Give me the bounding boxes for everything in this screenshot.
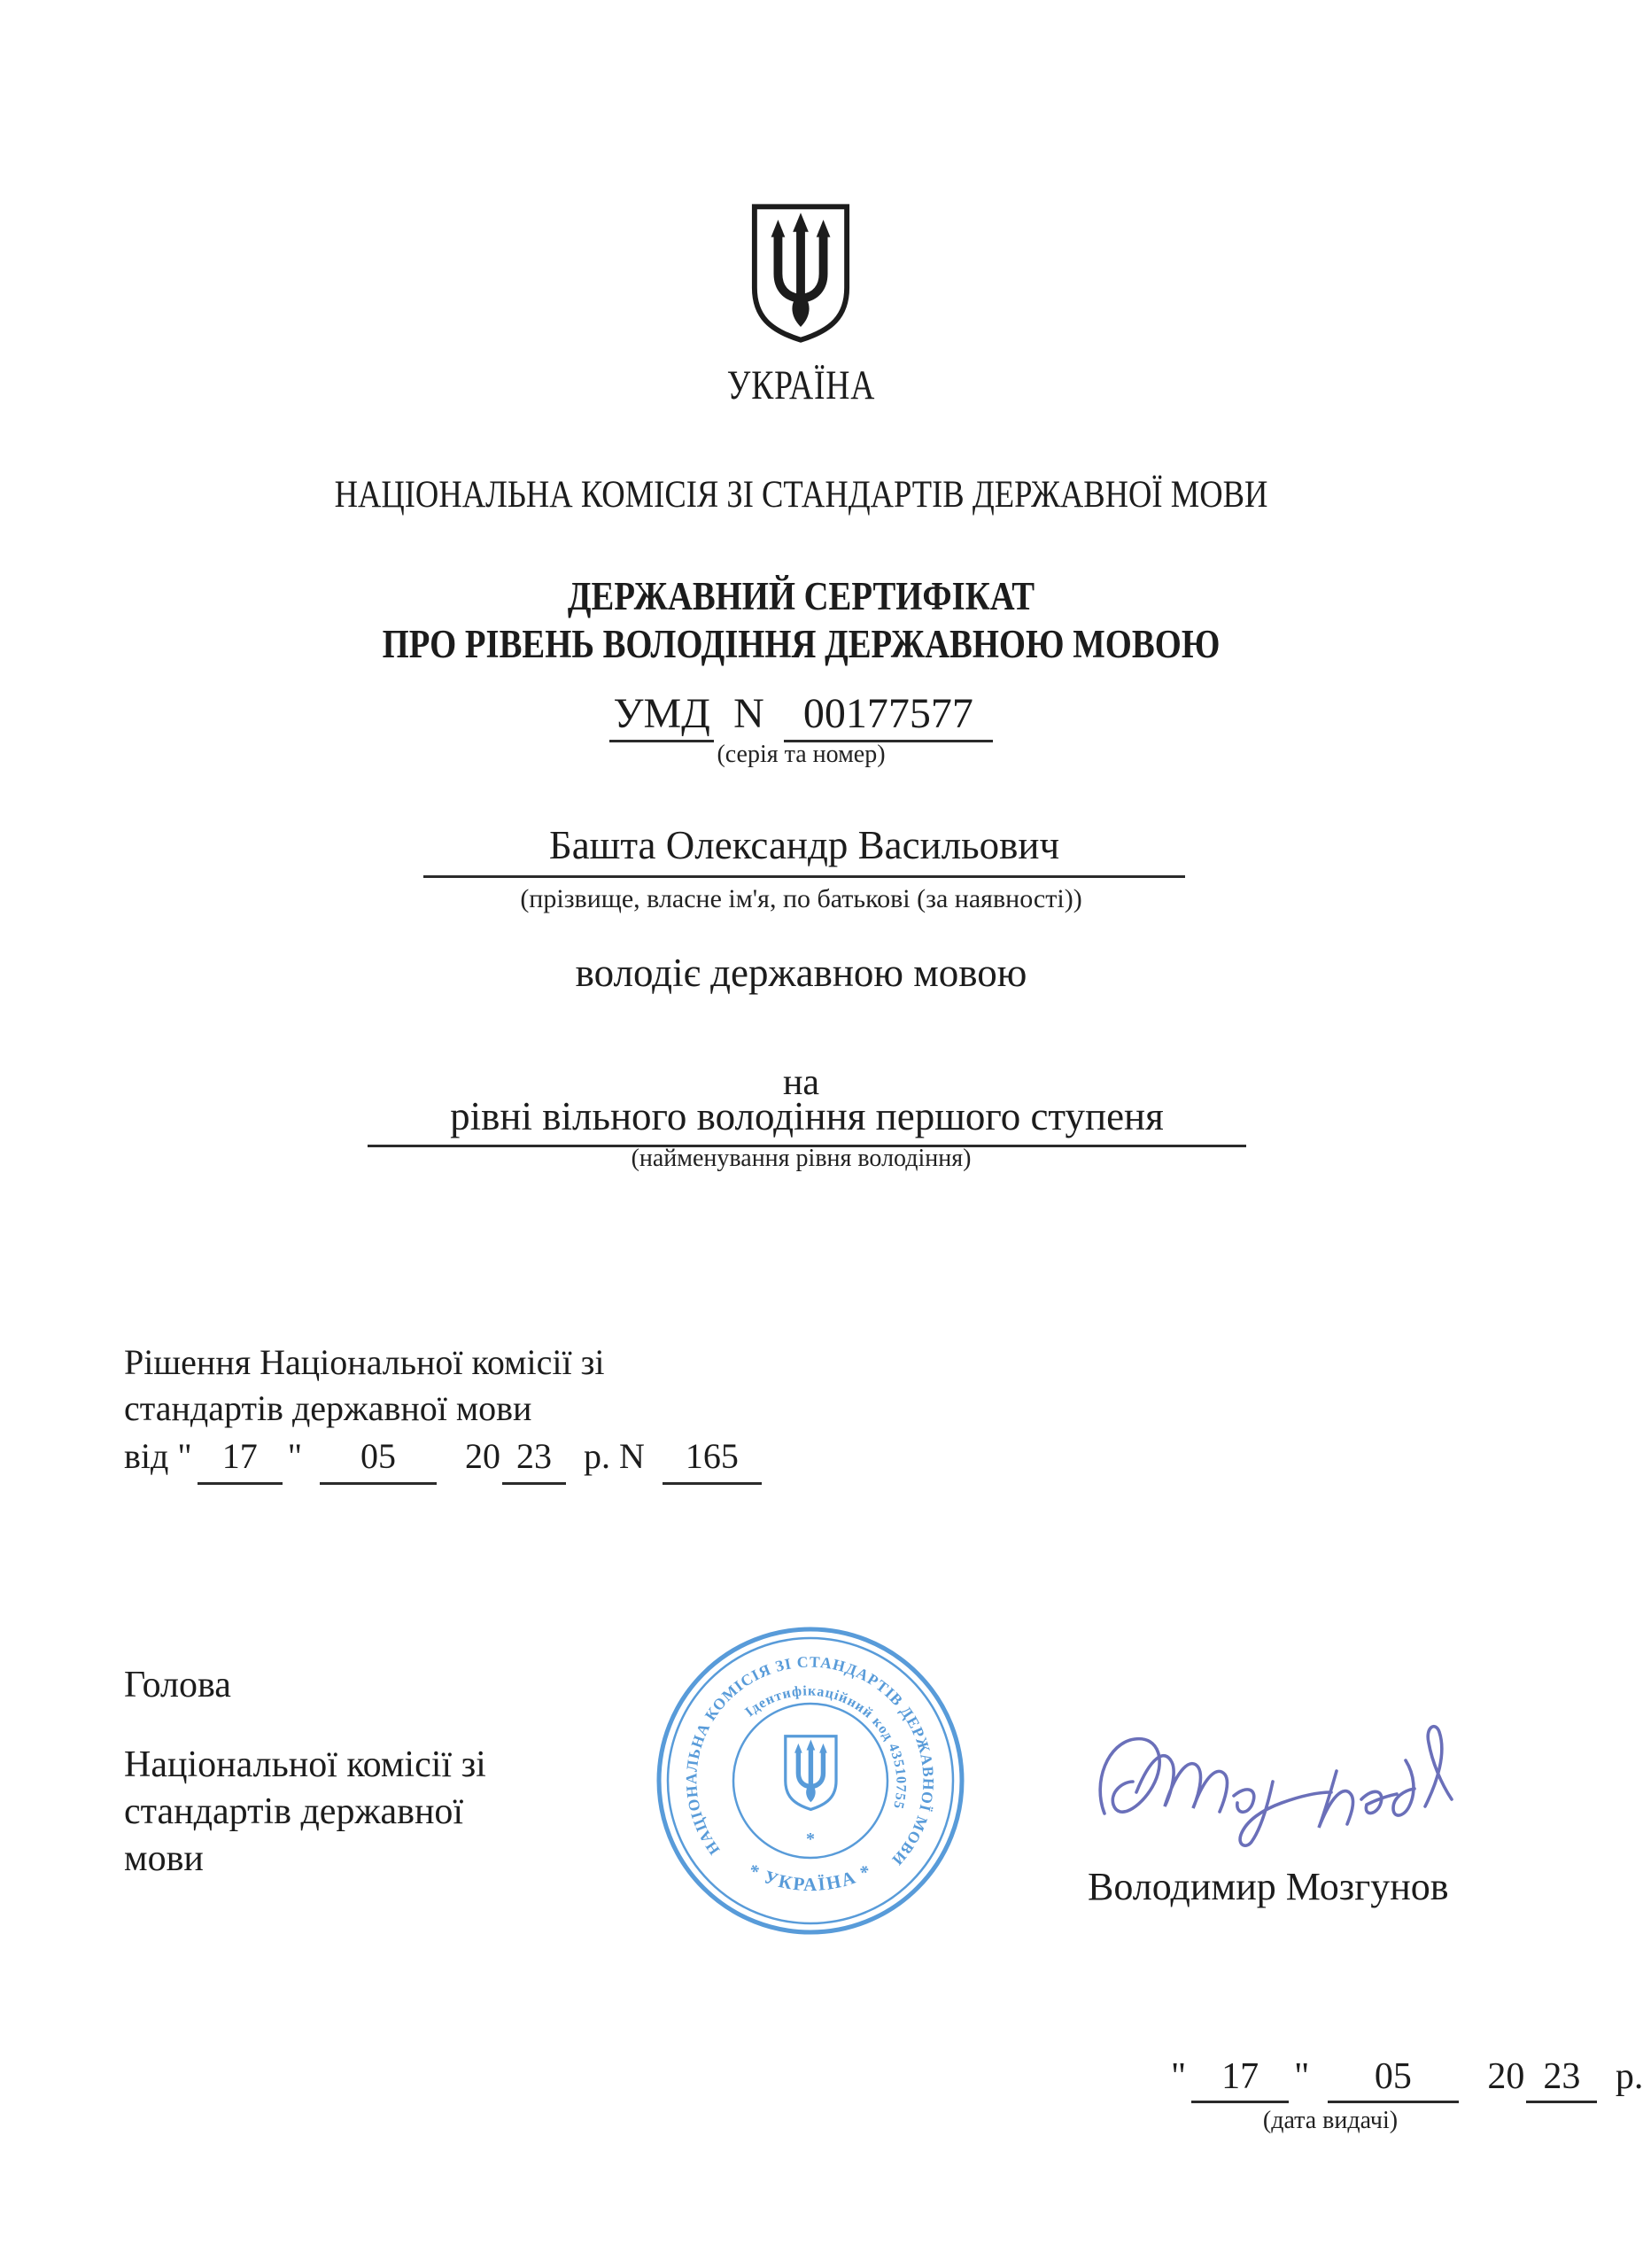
holder-name-caption: (прізвище, власне ім'я, по батькові (за наявності))	[520, 884, 1082, 913]
serial-series: УМД	[609, 689, 714, 742]
decision-quote-open: "	[177, 1436, 192, 1476]
signatory-title: Голова	[124, 1665, 231, 1705]
issue-century: 20	[1487, 2056, 1525, 2097]
decision-quote-close: "	[287, 1436, 303, 1476]
signatory-org-line3: мови	[124, 1838, 204, 1879]
seal-id-code-text: Ідентифікаційний код 43510755	[742, 1683, 909, 1811]
decision-year: 23	[502, 1433, 566, 1485]
decision-day: 17	[198, 1433, 283, 1485]
decision-line2: стандартів державної мови	[124, 1388, 532, 1428]
svg-text:Ідентифікаційний код 43510755	[742, 1683, 908, 1811]
serial-number: 00177577	[784, 689, 993, 742]
serial-row	[0, 689, 1602, 742]
certificate-title-line2: ПРО РІВЕНЬ ВОЛОДІННЯ ДЕРЖАВНОЮ МОВОЮ	[382, 622, 1221, 666]
country-name: УКРАЇНА	[726, 362, 876, 408]
issue-date-line	[1171, 2055, 1643, 2103]
seal-outer-ring-text: НАЦІОНАЛЬНА КОМІСІЯ ЗІ СТАНДАРТІВ ДЕРЖАВНОЇ МОВИ	[682, 1652, 938, 1869]
serial-caption: (серія та номер)	[717, 741, 886, 768]
possession-statement: володіє державною мовою	[575, 951, 1027, 995]
commission-name: НАЦІОНАЛЬНА КОМІСІЯ ЗІ СТАНДАРТІВ ДЕРЖАВНОЇ МОВИ	[334, 474, 1268, 516]
issue-day: 17	[1191, 2055, 1289, 2103]
serial-number-sign: N	[733, 690, 764, 737]
decision-date-line	[124, 1433, 762, 1485]
level-name: рівні вільного володіння першого ступеня	[368, 1093, 1246, 1147]
issue-quote-close: "	[1294, 2056, 1310, 2097]
level-preposition: на	[782, 1062, 820, 1103]
official-seal-stamp	[651, 1621, 970, 1940]
level-caption: (найменування рівня володіння)	[631, 1145, 972, 1172]
signatory-org-line1: Національної комісії зі	[124, 1744, 486, 1785]
seal-bottom-ring-text: * УКРАЇНА *	[745, 1859, 876, 1895]
issue-suffix: р.	[1615, 2056, 1643, 2097]
certificate-title	[0, 572, 1602, 668]
decision-century: 20	[465, 1436, 501, 1476]
decision-line1: Рішення Національної комісії зі	[124, 1342, 605, 1382]
certificate-title-line1: ДЕРЖАВНИЙ СЕРТИФІКАТ	[567, 574, 1035, 618]
issue-year: 23	[1526, 2055, 1597, 2103]
decision-number-label: р. N	[584, 1436, 645, 1476]
decision-from-label: від	[124, 1436, 169, 1476]
decision-number: 165	[663, 1433, 762, 1485]
seal-trident-emblem	[786, 1736, 836, 1810]
signature-image	[1085, 1705, 1475, 1856]
issue-month: 05	[1328, 2055, 1459, 2103]
signatory-org-line2: стандартів державної	[124, 1791, 464, 1832]
decision-month: 05	[320, 1433, 437, 1485]
decision-block	[124, 1340, 762, 1485]
issue-date-caption: (дата видачі)	[1262, 2107, 1399, 2134]
ukraine-trident-emblem	[748, 200, 853, 346]
svg-text:* УКРАЇНА *	[745, 1860, 876, 1895]
issue-quote-open: "	[1171, 2056, 1187, 2097]
holder-name: Башта Олександр Васильович	[423, 822, 1185, 878]
signatory-name: Володимир Мозгунов	[1088, 1865, 1449, 1908]
seal-center-star: *	[806, 1829, 815, 1849]
signatory-org	[124, 1742, 486, 1883]
